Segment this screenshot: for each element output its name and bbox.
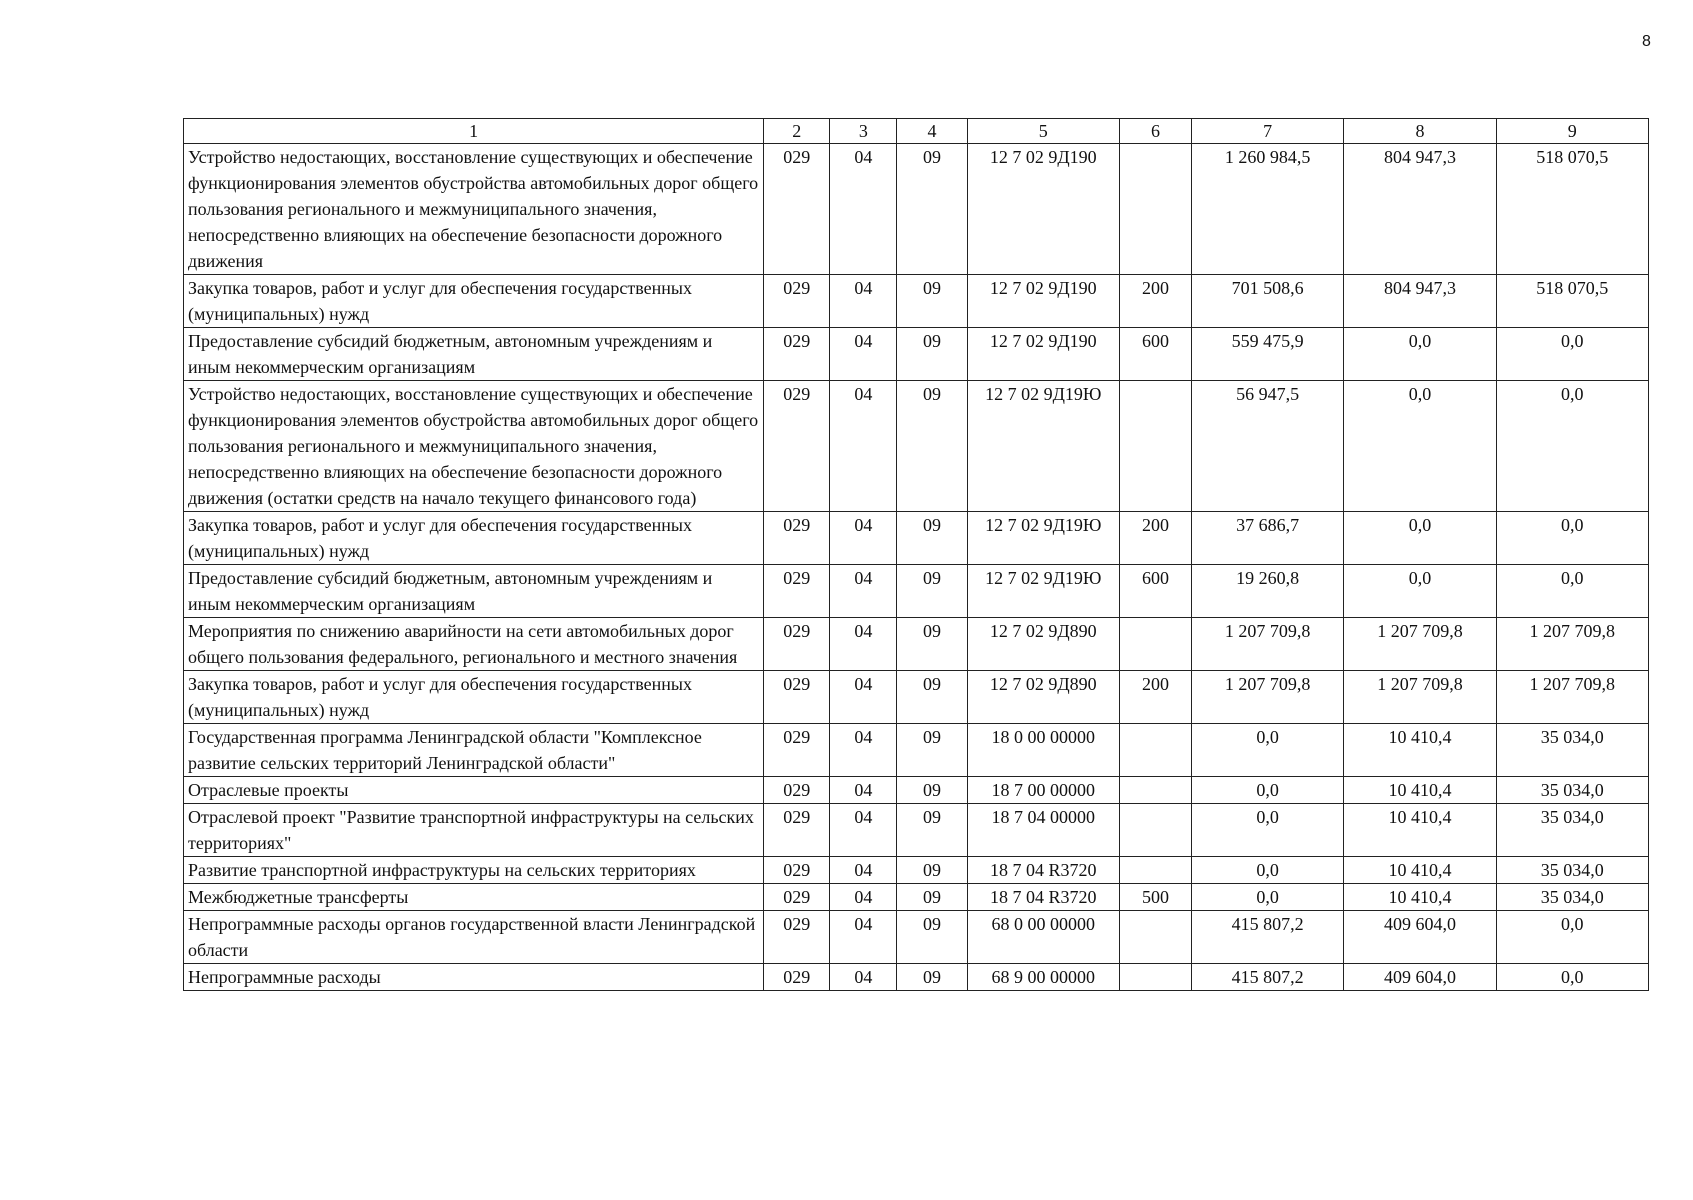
expense-type-cell [1119, 724, 1191, 777]
target-article-cell: 68 9 00 00000 [967, 964, 1119, 991]
section-code-cell: 04 [830, 884, 897, 911]
amount-year1-cell: 0,0 [1192, 804, 1344, 857]
section-code-cell: 04 [830, 565, 897, 618]
target-article-cell: 18 7 00 00000 [967, 777, 1119, 804]
expense-type-cell: 600 [1119, 565, 1191, 618]
section-code-cell: 04 [830, 911, 897, 964]
expense-name-cell: Развитие транспортной инфраструктуры на сельских территориях [184, 857, 764, 884]
subsection-code-cell: 09 [897, 381, 967, 512]
grbs-code-cell: 029 [764, 911, 830, 964]
expense-type-cell [1119, 144, 1191, 275]
amount-year2-cell: 10 410,4 [1344, 777, 1496, 804]
section-code-cell: 04 [830, 804, 897, 857]
subsection-code-cell: 09 [897, 964, 967, 991]
amount-year1-cell: 415 807,2 [1192, 911, 1344, 964]
expense-name-cell: Межбюджетные трансферты [184, 884, 764, 911]
target-article-cell: 18 0 00 00000 [967, 724, 1119, 777]
subsection-code-cell: 09 [897, 275, 967, 328]
grbs-code-cell: 029 [764, 328, 830, 381]
section-code-cell: 04 [830, 857, 897, 884]
amount-year3-cell: 35 034,0 [1496, 804, 1648, 857]
section-code-cell: 04 [830, 618, 897, 671]
amount-year2-cell: 409 604,0 [1344, 911, 1496, 964]
amount-year2-cell: 10 410,4 [1344, 724, 1496, 777]
expense-type-cell [1119, 804, 1191, 857]
target-article-cell: 12 7 02 9Д890 [967, 671, 1119, 724]
header-cell-5: 5 [967, 119, 1119, 144]
subsection-code-cell: 09 [897, 618, 967, 671]
header-cell-7: 7 [1192, 119, 1344, 144]
amount-year3-cell: 35 034,0 [1496, 857, 1648, 884]
header-cell-4: 4 [897, 119, 967, 144]
subsection-code-cell: 09 [897, 857, 967, 884]
table-row [184, 275, 1649, 328]
grbs-code-cell: 029 [764, 804, 830, 857]
amount-year3-cell: 0,0 [1496, 512, 1648, 565]
section-code-cell: 04 [830, 777, 897, 804]
amount-year2-cell: 0,0 [1344, 565, 1496, 618]
amount-year3-cell: 1 207 709,8 [1496, 618, 1648, 671]
target-article-cell: 12 7 02 9Д19Ю [967, 512, 1119, 565]
amount-year1-cell: 37 686,7 [1192, 512, 1344, 565]
grbs-code-cell: 029 [764, 512, 830, 565]
amount-year3-cell: 1 207 709,8 [1496, 671, 1648, 724]
grbs-code-cell: 029 [764, 964, 830, 991]
expense-type-cell [1119, 777, 1191, 804]
expense-name-cell: Непрограммные расходы органов государственной власти Ленинградской области [184, 911, 764, 964]
header-row [184, 119, 1649, 144]
table-row [184, 671, 1649, 724]
section-code-cell: 04 [830, 724, 897, 777]
expense-type-cell [1119, 381, 1191, 512]
grbs-code-cell: 029 [764, 275, 830, 328]
amount-year1-cell: 1 260 984,5 [1192, 144, 1344, 275]
amount-year1-cell: 0,0 [1192, 857, 1344, 884]
amount-year2-cell: 10 410,4 [1344, 857, 1496, 884]
expense-type-cell: 500 [1119, 884, 1191, 911]
header-cell-8: 8 [1344, 119, 1496, 144]
subsection-code-cell: 09 [897, 777, 967, 804]
amount-year1-cell: 0,0 [1192, 724, 1344, 777]
table-row [184, 565, 1649, 618]
subsection-code-cell: 09 [897, 671, 967, 724]
amount-year3-cell: 0,0 [1496, 964, 1648, 991]
subsection-code-cell: 09 [897, 565, 967, 618]
expense-name-cell: Непрограммные расходы [184, 964, 764, 991]
target-article-cell: 18 7 04 00000 [967, 804, 1119, 857]
subsection-code-cell: 09 [897, 804, 967, 857]
expense-name-cell: Устройство недостающих, восстановление существующих и обеспечение функционирования элементов обустройства автомобильных дорог общего пользования регионального и межмуниципального значения, непосредственно влияющих на обеспечение безопасности дорожного движения [184, 144, 764, 275]
amount-year3-cell: 0,0 [1496, 565, 1648, 618]
expense-name-cell: Мероприятия по снижению аварийности на сети автомобильных дорог общего пользования федерального, регионального и местного значения [184, 618, 764, 671]
table-row [184, 884, 1649, 911]
amount-year2-cell: 804 947,3 [1344, 144, 1496, 275]
section-code-cell: 04 [830, 144, 897, 275]
grbs-code-cell: 029 [764, 884, 830, 911]
expense-name-cell: Закупка товаров, работ и услуг для обеспечения государственных (муниципальных) нужд [184, 275, 764, 328]
grbs-code-cell: 029 [764, 724, 830, 777]
header-cell-2: 2 [764, 119, 830, 144]
subsection-code-cell: 09 [897, 724, 967, 777]
expense-type-cell: 600 [1119, 328, 1191, 381]
table-row [184, 857, 1649, 884]
section-code-cell: 04 [830, 964, 897, 991]
target-article-cell: 12 7 02 9Д190 [967, 275, 1119, 328]
amount-year3-cell: 35 034,0 [1496, 777, 1648, 804]
expense-name-cell: Предоставление субсидий бюджетным, автономным учреждениям и иным некоммерческим организациям [184, 565, 764, 618]
expense-name-cell: Устройство недостающих, восстановление существующих и обеспечение функционирования элементов обустройства автомобильных дорог общего пользования регионального и межмуниципального значения, непосредственно влияющих на обеспечение безопасности дорожного движения (остатки средств на начало текущего финансового года) [184, 381, 764, 512]
amount-year2-cell: 409 604,0 [1344, 964, 1496, 991]
expense-name-cell: Отраслевой проект "Развитие транспортной инфраструктуры на сельских территориях" [184, 804, 764, 857]
table-row [184, 777, 1649, 804]
amount-year3-cell: 518 070,5 [1496, 144, 1648, 275]
amount-year2-cell: 10 410,4 [1344, 884, 1496, 911]
amount-year3-cell: 0,0 [1496, 328, 1648, 381]
table-row [184, 804, 1649, 857]
amount-year2-cell: 1 207 709,8 [1344, 671, 1496, 724]
header-cell-6: 6 [1119, 119, 1191, 144]
amount-year1-cell: 19 260,8 [1192, 565, 1344, 618]
expense-name-cell: Закупка товаров, работ и услуг для обеспечения государственных (муниципальных) нужд [184, 512, 764, 565]
amount-year1-cell: 0,0 [1192, 884, 1344, 911]
subsection-code-cell: 09 [897, 911, 967, 964]
target-article-cell: 12 7 02 9Д19Ю [967, 565, 1119, 618]
section-code-cell: 04 [830, 381, 897, 512]
target-article-cell: 18 7 04 R3720 [967, 884, 1119, 911]
subsection-code-cell: 09 [897, 884, 967, 911]
header-cell-9: 9 [1496, 119, 1648, 144]
expense-name-cell: Отраслевые проекты [184, 777, 764, 804]
grbs-code-cell: 029 [764, 144, 830, 275]
table-row [184, 381, 1649, 512]
subsection-code-cell: 09 [897, 144, 967, 275]
amount-year2-cell: 0,0 [1344, 381, 1496, 512]
table-row [184, 724, 1649, 777]
amount-year3-cell: 0,0 [1496, 381, 1648, 512]
table-row [184, 144, 1649, 275]
table-row [184, 512, 1649, 565]
amount-year3-cell: 0,0 [1496, 911, 1648, 964]
target-article-cell: 12 7 02 9Д890 [967, 618, 1119, 671]
amount-year2-cell: 10 410,4 [1344, 804, 1496, 857]
amount-year3-cell: 35 034,0 [1496, 724, 1648, 777]
amount-year1-cell: 415 807,2 [1192, 964, 1344, 991]
amount-year3-cell: 518 070,5 [1496, 275, 1648, 328]
expense-name-cell: Государственная программа Ленинградской области "Комплексное развитие сельских территорий Ленинградской области" [184, 724, 764, 777]
amount-year1-cell: 1 207 709,8 [1192, 618, 1344, 671]
expense-type-cell [1119, 964, 1191, 991]
amount-year2-cell: 0,0 [1344, 512, 1496, 565]
target-article-cell: 18 7 04 R3720 [967, 857, 1119, 884]
target-article-cell: 12 7 02 9Д190 [967, 328, 1119, 381]
budget-table [183, 118, 1649, 991]
grbs-code-cell: 029 [764, 857, 830, 884]
table-row [184, 328, 1649, 381]
amount-year1-cell: 1 207 709,8 [1192, 671, 1344, 724]
amount-year1-cell: 701 508,6 [1192, 275, 1344, 328]
section-code-cell: 04 [830, 512, 897, 565]
section-code-cell: 04 [830, 328, 897, 381]
grbs-code-cell: 029 [764, 381, 830, 512]
section-code-cell: 04 [830, 275, 897, 328]
amount-year1-cell: 56 947,5 [1192, 381, 1344, 512]
header-cell-1: 1 [184, 119, 764, 144]
section-code-cell: 04 [830, 671, 897, 724]
expense-name-cell: Закупка товаров, работ и услуг для обеспечения государственных (муниципальных) нужд [184, 671, 764, 724]
budget-table-body [184, 119, 1649, 991]
amount-year3-cell: 35 034,0 [1496, 884, 1648, 911]
expense-type-cell: 200 [1119, 275, 1191, 328]
table-row [184, 618, 1649, 671]
grbs-code-cell: 029 [764, 618, 830, 671]
expense-name-cell: Предоставление субсидий бюджетным, автономным учреждениям и иным некоммерческим организациям [184, 328, 764, 381]
expense-type-cell [1119, 618, 1191, 671]
amount-year2-cell: 804 947,3 [1344, 275, 1496, 328]
grbs-code-cell: 029 [764, 671, 830, 724]
subsection-code-cell: 09 [897, 328, 967, 381]
expense-type-cell: 200 [1119, 512, 1191, 565]
subsection-code-cell: 09 [897, 512, 967, 565]
header-cell-3: 3 [830, 119, 897, 144]
expense-type-cell [1119, 911, 1191, 964]
expense-type-cell [1119, 857, 1191, 884]
target-article-cell: 68 0 00 00000 [967, 911, 1119, 964]
grbs-code-cell: 029 [764, 565, 830, 618]
table-row [184, 911, 1649, 964]
target-article-cell: 12 7 02 9Д190 [967, 144, 1119, 275]
expense-type-cell: 200 [1119, 671, 1191, 724]
amount-year1-cell: 0,0 [1192, 777, 1344, 804]
amount-year1-cell: 559 475,9 [1192, 328, 1344, 381]
table-row [184, 964, 1649, 991]
page-number: 8 [1642, 33, 1651, 50]
amount-year2-cell: 1 207 709,8 [1344, 618, 1496, 671]
amount-year2-cell: 0,0 [1344, 328, 1496, 381]
grbs-code-cell: 029 [764, 777, 830, 804]
target-article-cell: 12 7 02 9Д19Ю [967, 381, 1119, 512]
